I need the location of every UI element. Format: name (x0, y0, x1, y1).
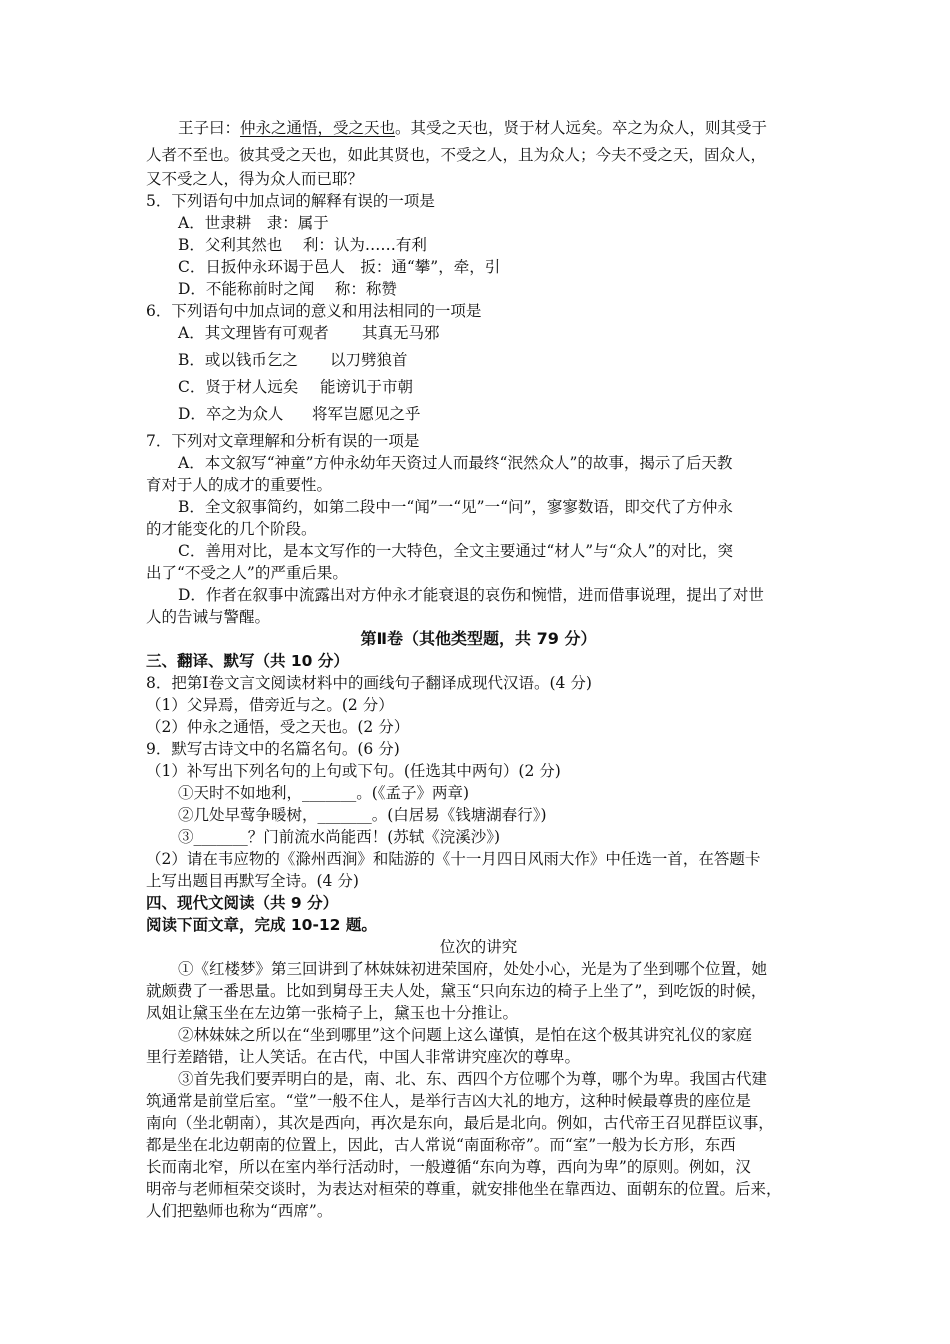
passage-line-1 (178, 118, 767, 138)
article-para3-line5: 长而南北窄，所以在室内举行活动时，一般遵循“东向为尊，西向为卑”的原则。例如，汉 (146, 1158, 751, 1176)
q5-option-d: D．不能称前时之闻 称：称赞 (178, 280, 397, 298)
section4-heading: 四、现代文阅读（共 9 分） (146, 894, 339, 912)
q8-item-2: （2）仲永之通悟，受之天也。(2 分） (146, 718, 410, 736)
section4-instruction: 阅读下面文章，完成 10-12 题。 (146, 916, 377, 934)
article-para1-line3: 凤姐让黛玉坐在左边第一张椅子上，黛玉也十分推让。 (146, 1004, 519, 1022)
underlined-sentence: 仲永之通悟，受之天也 (240, 119, 396, 137)
q9-blank-b: ②几处早莺争暖树，_______。(白居易《钱塘湖春行》) (178, 806, 547, 824)
article-para3-line2: 筑通常是前堂后室。“堂”一般不住人，是举行吉凶大礼的地方，这种时候最尊贵的座位是 (146, 1092, 751, 1110)
q6-option-b-left: B．或以钱币乞之 (178, 351, 298, 369)
q6-option-c-right: 能谤讥于市朝 (320, 378, 414, 396)
q9-stem: 9．默写古诗文中的名篇名句。(6 分) (146, 740, 400, 758)
q5-option-c: C．日扳仲永环谒于邑人 扳：通“攀”，牵，引 (178, 258, 501, 276)
article-para1-line1: ①《红楼梦》第三回讲到了林妹妹初进荣国府，处处小心，光是为了坐到哪个位置，她 (178, 960, 768, 978)
q7-option-c-line1: C．善用对比，是本文写作的一大特色，全文主要通过“材人”与“众人”的对比，突 (178, 542, 734, 560)
article-para3-line4: 都是坐在北边朝南的位置上，因此，古人常说“南面称帝”。而“室”一般为长方形，东西 (146, 1136, 736, 1154)
q6-option-d-right: 将军岂愿见之乎 (312, 405, 421, 423)
q5-option-b: B．父利其然也 利：认为……有利 (178, 236, 427, 254)
q9-blank-c: ③_______？门前流水尚能西！(苏轼《浣溪沙》) (178, 828, 501, 846)
q7-option-a-line2: 育对于人的成才的重要性。 (146, 476, 333, 494)
q8-stem: 8．把第Ⅰ卷文言文阅读材料中的画线句子翻译成现代汉语。(4 分) (146, 674, 592, 692)
article-para3-line1: ③首先我们要弄明白的是，南、北、东、西四个方位哪个为尊，哪个为卑。我国古代建 (178, 1070, 768, 1088)
article-para3-line7: 人们把塾师也称为“西席”。 (146, 1202, 333, 1220)
q7-stem: 7．下列对文章理解和分析有误的一项是 (146, 432, 420, 450)
q6-option-a-right: 其真无马邪 (362, 324, 440, 342)
q7-option-a-line1: A．本文叙写“神童”方仲永幼年天资过人而最终“泯然众人”的故事，揭示了后天教 (178, 454, 733, 472)
article-para1-line2: 就颇费了一番思量。比如到舅母王夫人处，黛玉“只向东边的椅子上坐了”，到吃饭的时候， (146, 982, 767, 1000)
article-title: 位次的讲究 (439, 938, 518, 956)
q7-option-d-line2: 人的告诫与警醒。 (146, 608, 271, 626)
q7-option-d-line1: D．作者在叙事中流露出对方仲永才能衰退的哀伤和惋惜，进而借事说理，提出了对世 (178, 586, 764, 604)
article-para2-line2: 里行差踏错，让人笑话。在古代，中国人非常讲究座次的尊卑。 (146, 1048, 581, 1066)
article-para2-line1: ②林妹妹之所以在“坐到哪里”这个问题上这么谨慎，是怕在这个极其讲究礼仪的家庭 (178, 1026, 752, 1044)
q6-option-c-left: C．贤于材人远矣 (178, 378, 299, 396)
q6-option-d-left: D．卒之为众人 (178, 405, 284, 423)
article-para3-line6: 明帝与老师桓荣交谈时，为表达对桓荣的尊重，就安排他坐在靠西边、面朝东的位置。后来， (146, 1180, 782, 1198)
q8-item-1: （1）父异焉，借旁近与之。(2 分） (146, 696, 394, 714)
q7-option-c-line2: 出了“不受之人”的严重后果。 (146, 564, 348, 582)
q5-stem: 5．下列语句中加点词的解释有误的一项是 (146, 192, 435, 210)
q7-option-b-line2: 的才能变化的几个阶段。 (146, 520, 317, 538)
passage-rest: 。其受之天也，贤于材人远矣。卒之为众人，则其受于 (395, 119, 768, 137)
q9-item-1: （1）补写出下列名句的上句或下句。(任选其中两句）(2 分) (146, 762, 561, 780)
passage-line-2: 人者不至也。彼其受之天也，如此其贤也，不受之人，且为众人；今夫不受之天，固众人， (146, 146, 767, 164)
article-para3-line3: 南向（坐北朝南），其次是西向，再次是东向，最后是北向。例如，古代帝王召见群臣议事， (146, 1114, 774, 1132)
q6-option-a-left: A．其文理皆有可观者 (178, 324, 329, 342)
q9-item-2-line1: （2）请在韦应物的《滁州西涧》和陆游的《十一月四日风雨大作》中任选一首，在答题卡 (146, 850, 761, 868)
q9-blank-a: ①天时不如地利，_______。(《孟子》两章) (178, 784, 470, 802)
q9-item-2-line2: 上写出题目再默写全诗。(4 分) (146, 872, 359, 890)
q6-option-b-right: 以刀劈狼首 (330, 351, 408, 369)
section3-heading: 三、翻译、默写（共 10 分） (146, 652, 349, 670)
q7-option-b-line1: B．全文叙事简约，如第二段中一“闻”一“见”一“问”，寥寥数语，即交代了方仲永 (178, 498, 733, 516)
q5-option-a: A．世隶耕 隶：属于 (178, 214, 329, 232)
part2-title: 第Ⅱ卷（其他类型题，共 79 分） (360, 629, 597, 648)
q6-stem: 6．下列语句中加点词的意义和用法相同的一项是 (146, 302, 482, 320)
passage-line-3: 又不受之人，得为众人而已耶？ (146, 170, 364, 188)
passage-prefix: 王子曰： (178, 119, 241, 137)
